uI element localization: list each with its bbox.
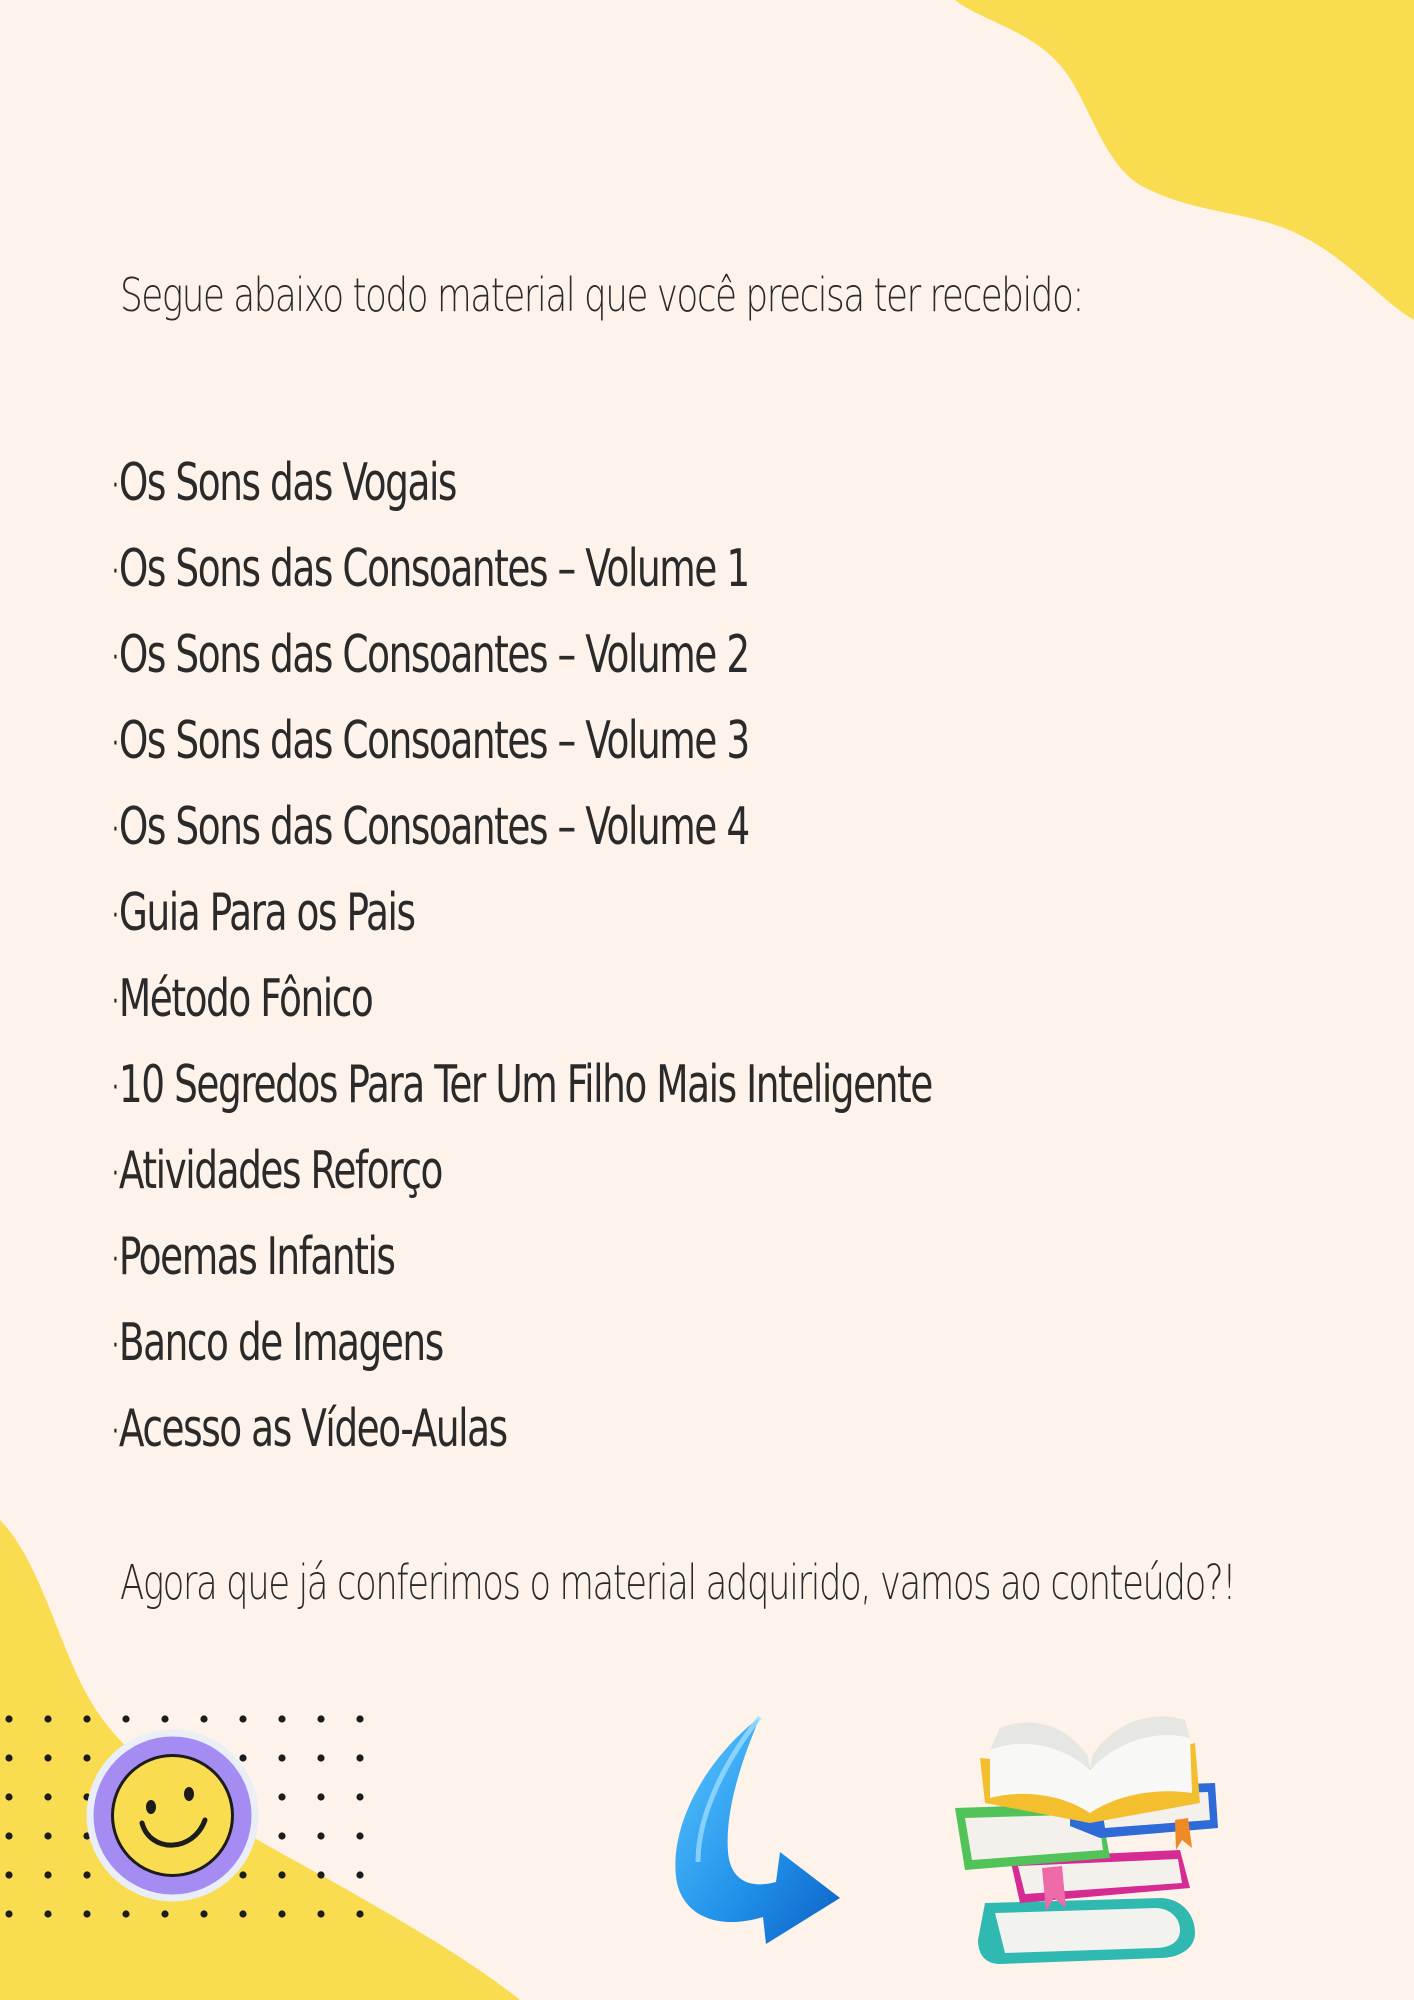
- list-item: [112, 1042, 932, 1128]
- bullet: ·: [112, 1414, 118, 1449]
- bullet: ·: [112, 468, 118, 503]
- list-item: [112, 526, 932, 612]
- bullet: ·: [112, 1328, 118, 1363]
- bullet: ·: [112, 726, 118, 761]
- list-item: [112, 1214, 932, 1300]
- bullet: ·: [112, 812, 118, 847]
- list-item: [112, 698, 932, 784]
- list-item-label: Os Sons das Vogais: [118, 453, 456, 513]
- list-item-label: Método Fônico: [118, 969, 373, 1029]
- list-item-label: Atividades Reforço: [118, 1141, 442, 1201]
- list-item-label: Os Sons das Consoantes – Volume 4: [118, 797, 749, 857]
- list-item: [112, 956, 932, 1042]
- outro-text: Agora que já conferimos o material adquirido, vamos ao conteúdo?!: [120, 1555, 1235, 1611]
- list-item-label: 10 Segredos Para Ter Um Filho Mais Inteligente: [118, 1055, 932, 1115]
- list-item-label: Guia Para os Pais: [118, 883, 415, 943]
- list-item-label: Acesso as Vídeo-Aulas: [118, 1399, 507, 1459]
- list-item-label: Os Sons das Consoantes – Volume 1: [118, 539, 749, 599]
- list-item: [112, 440, 932, 526]
- list-item: [112, 784, 932, 870]
- bullet: ·: [112, 984, 118, 1019]
- bullet: ·: [112, 1156, 118, 1191]
- list-item-label: Os Sons das Consoantes – Volume 2: [118, 625, 749, 685]
- list-item: [112, 1128, 932, 1214]
- list-item: [112, 870, 932, 956]
- list-item-label: Banco de Imagens: [118, 1313, 443, 1373]
- list-item: [112, 612, 932, 698]
- intro-text: Segue abaixo todo material que você precisa ter recebido:: [120, 268, 1083, 322]
- list-item-label: Poemas Infantis: [118, 1227, 395, 1287]
- list-item: [112, 1386, 932, 1472]
- list-item: [112, 1300, 932, 1386]
- bullet: ·: [112, 898, 118, 933]
- curved-arrow-icon: [668, 1712, 850, 1950]
- material-list: [112, 440, 1251, 1472]
- bullet: ·: [112, 1242, 118, 1277]
- bullet: ·: [112, 554, 118, 589]
- smiley-face-icon: [85, 1728, 260, 1903]
- book-stack-icon: [950, 1708, 1228, 1970]
- bullet: ·: [112, 1070, 118, 1105]
- list-item-label: Os Sons das Consoantes – Volume 3: [118, 711, 749, 771]
- bullet: ·: [112, 640, 118, 675]
